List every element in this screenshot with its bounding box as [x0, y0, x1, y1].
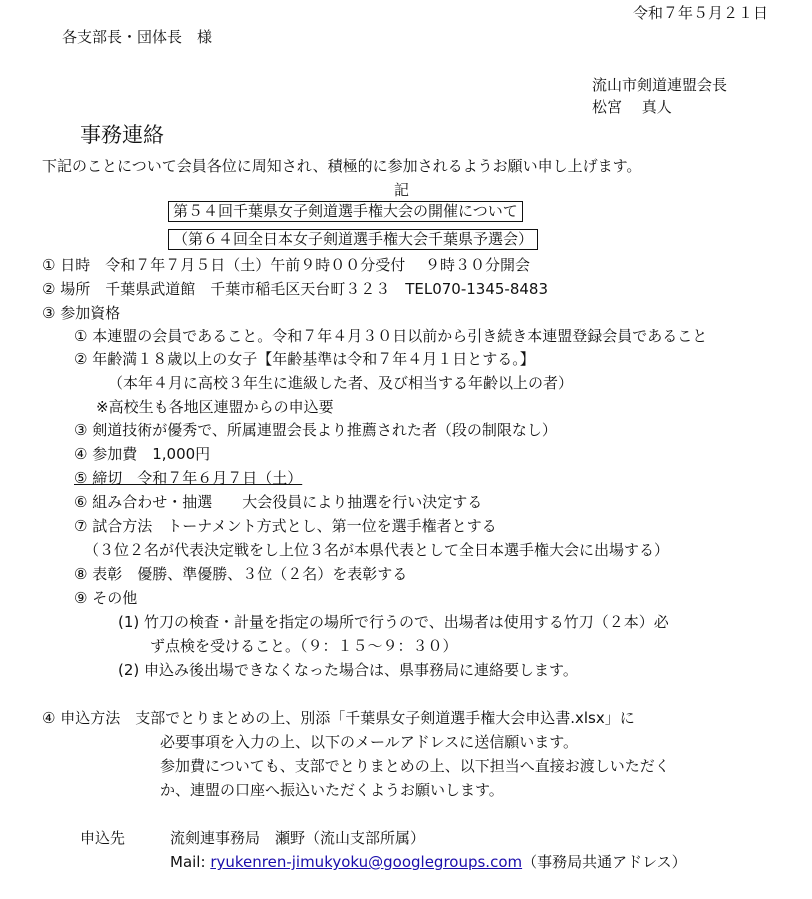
recipient: 各支部長・団体長 様: [62, 28, 213, 46]
event-title-box: [168, 201, 523, 222]
eligibility-2-note-1: （本年４月に高校３年生に進級した者、及び相当する年齢以上の者）: [108, 374, 574, 392]
application-method-line-3: 参加費についても、支部でとりまとめの上、以下担当へ直接お渡しいただく: [160, 757, 670, 775]
eligibility-2: ② 年齢満１８歳以上の女子【年齢基準は令和７年４月１日とする。】: [74, 350, 535, 368]
item-eligibility: ③ 参加資格: [42, 304, 121, 322]
application-method-line-2: 必要事項を入力の上、以下のメールアドレスに送信願います。: [160, 733, 579, 751]
eligibility-3: ③ 剣道技術が優秀で、所属連盟会長より推薦された者（段の制限なし）: [74, 421, 557, 439]
draw: ⑥ 組み合わせ・抽選 大会役員により抽選を行い決定する: [74, 493, 483, 511]
other-1-line-2: ず点検を受けること。（９：１５～９：３０）: [150, 637, 458, 655]
ki-marker: 記: [394, 181, 410, 199]
application-method-line-1: ④ 申込方法 支部でとりまとめの上、別添「千葉県女子剣道選手権大会申込書.xlsx」に: [42, 709, 635, 727]
mail-address-link[interactable]: ryukenren-jimukyoku@googlegroups.com: [210, 853, 523, 871]
contact-label: 申込先: [80, 829, 126, 847]
mail-line: [170, 853, 687, 872]
other-1-line-1: (1) 竹刀の検査・計量を指定の場所で行うので、出場者は使用する竹刀（２本）必: [118, 613, 669, 631]
sender-name: 松宮 真人: [592, 98, 672, 116]
item-datetime: ① 日時 令和７年７月５日（土）午前９時００分受付 ９時３０分開会: [42, 256, 530, 274]
match-format: ⑦ 試合方法 トーナメント方式とし、第一位を選手権者とする: [74, 517, 497, 535]
event-subtitle-box: [168, 229, 538, 250]
awards: ⑧ 表彰 優勝、準優勝、３位（２名）を表彰する: [74, 565, 408, 583]
contact-person: 流剣連事務局 瀬野（流山支部所属）: [170, 829, 426, 847]
other-heading: ⑨ その他: [74, 589, 138, 607]
document-date: 令和７年５月２１日: [632, 4, 768, 22]
sender-organization: 流山市剣道連盟会長: [592, 76, 728, 94]
deadline: ⑤ 締切 令和７年６月７日（土）: [74, 469, 303, 487]
application-method-line-4: か、連盟の口座へ振込いただくようお願いします。: [160, 781, 504, 799]
fee: ④ 参加費 1,000円: [74, 445, 211, 463]
document-title: 事務連絡: [80, 123, 164, 147]
mail-note: （事務局共通アドレス）: [522, 853, 687, 871]
eligibility-1: ① 本連盟の会員であること。令和７年４月３０日以前から引き続き本連盟登録会員であること: [74, 327, 708, 345]
mail-label: Mail:: [170, 853, 206, 871]
intro-text: 下記のことについて会員各位に周知され、積極的に参加されるようお願い申し上げます。: [42, 157, 642, 175]
match-format-note: （３位２名が代表決定戦をし上位３名が本県代表として全日本選手権大会に出場する）: [84, 541, 670, 559]
event-subtitle: （第６４回全日本女子剣道選手権大会千葉県予選会）: [173, 230, 534, 248]
event-title: 第５４回千葉県女子剣道選手権大会の開催について: [173, 202, 518, 220]
item-venue: ② 場所 千葉県武道館 千葉市稲毛区天台町３２３ TEL070-1345-8483: [42, 280, 549, 298]
eligibility-2-note-2: ※高校生も各地区連盟からの申込要: [96, 398, 334, 416]
other-2: (2) 申込み後出場できなくなった場合は、県事務局に連絡要します。: [118, 661, 578, 679]
